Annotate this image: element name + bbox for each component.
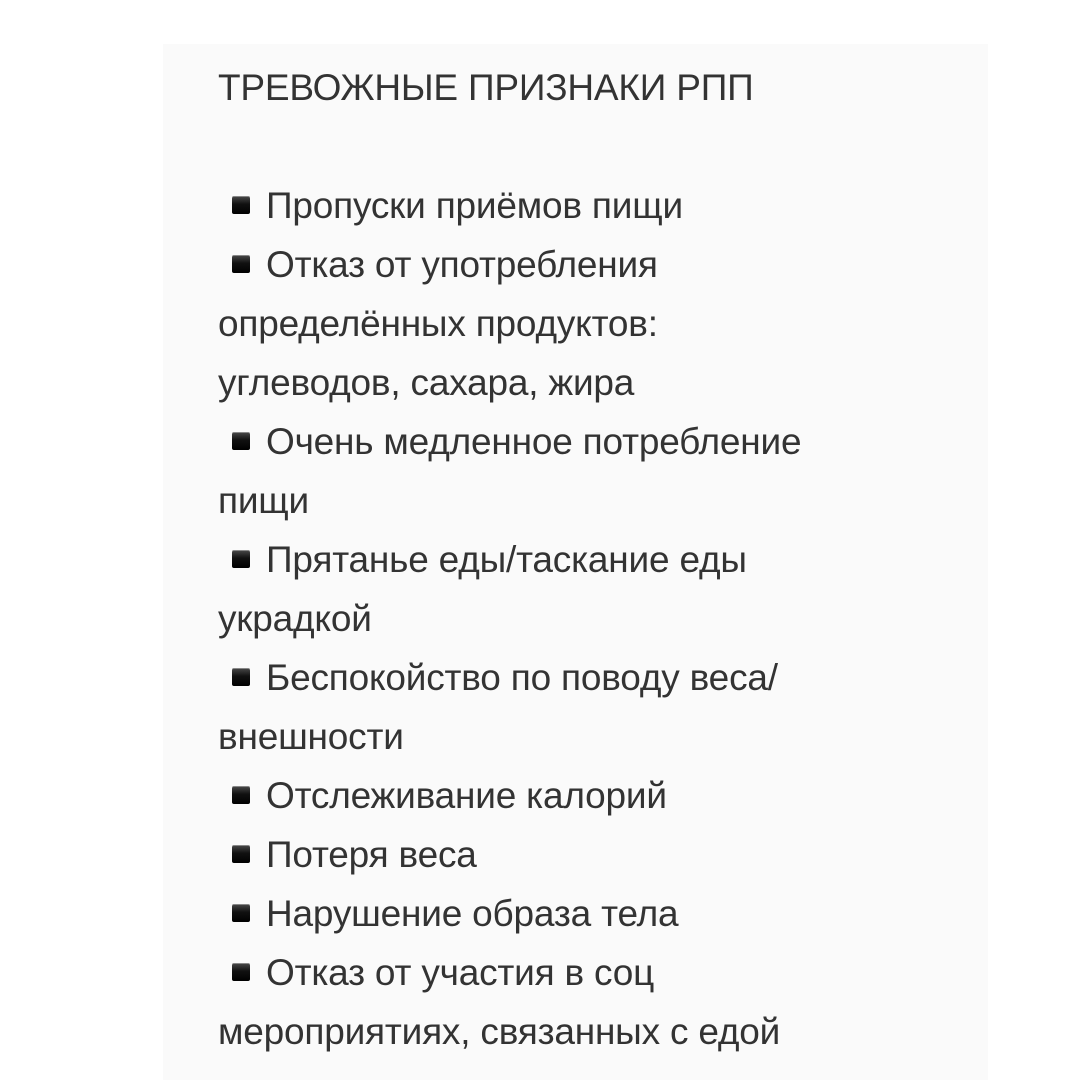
list-item-line: Беспокойство по поводу веса/ — [266, 657, 778, 698]
black-small-square-icon — [232, 432, 250, 450]
list-item-line: пищи — [218, 480, 310, 521]
note-content — [218, 58, 918, 1061]
black-small-square-icon — [232, 845, 250, 863]
black-small-square-icon — [232, 963, 250, 981]
black-small-square-icon — [232, 786, 250, 804]
list-item — [218, 884, 918, 943]
list-item — [218, 648, 918, 766]
blank-line — [218, 117, 918, 176]
list-item — [218, 176, 918, 235]
list-item — [218, 235, 918, 412]
list-item-line: внешности — [218, 716, 404, 757]
list-item-line: Пропуски приёмов пищи — [266, 185, 683, 226]
list-item-line: углеводов, сахара, жира — [218, 362, 635, 403]
list-item — [218, 530, 918, 648]
list-item-line: определённых продуктов: — [218, 303, 658, 344]
list-item-line: Отказ от участия в соц — [266, 952, 655, 993]
list-item-line: мероприятиях, связанных с едой — [218, 1011, 781, 1052]
list-item-line: Потеря веса — [266, 834, 477, 875]
list-item-line: Отслеживание калорий — [266, 775, 667, 816]
black-small-square-icon — [232, 196, 250, 214]
list-item — [218, 412, 918, 530]
list-item-line: Отказ от употребления — [266, 244, 658, 285]
list-item — [218, 766, 918, 825]
list-item-line: украдкой — [218, 598, 372, 639]
list-item-line: Прятанье еды/таскание еды — [266, 539, 747, 580]
list-item-line: Нарушение образа тела — [266, 893, 679, 934]
black-small-square-icon — [232, 550, 250, 568]
page-title: ТРЕВОЖНЫЕ ПРИЗНАКИ РПП — [218, 67, 754, 108]
list-item — [218, 825, 918, 884]
black-small-square-icon — [232, 255, 250, 273]
black-small-square-icon — [232, 904, 250, 922]
list-item — [218, 943, 918, 1061]
black-small-square-icon — [232, 668, 250, 686]
list-item-line: Очень медленное потребление — [266, 421, 802, 462]
